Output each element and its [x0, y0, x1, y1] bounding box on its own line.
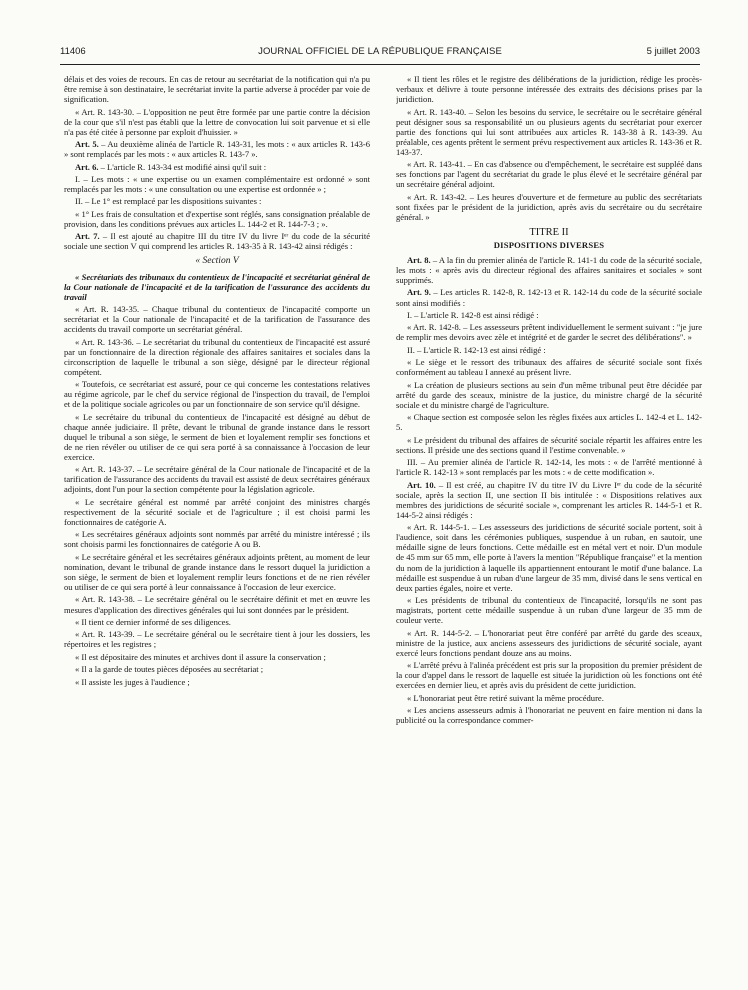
article-label: Art. 10. — [407, 479, 436, 490]
paragraph: « Le siège et le ressort des tribunaux des affaires de sécurité sociale sont fixés conformément au tableau I annexé au présent livre. — [396, 357, 702, 378]
article-paragraph: Art. 10. – Il est créé, au chapitre IV du titre IV du Livre Iᵉʳ du code de la sécurité sociale, après la section II, une section II bis intitulée : « Dispositions relatives aux membres des juridictions de sécurité sociale », comprenant les articles R. 144-5-1 et R. 144-5-2 ainsi rédigés : — [396, 479, 702, 520]
paragraph: II. – Le 1° est remplacé par les dispositions suivantes : — [75, 196, 262, 207]
paragraph: « Le président du tribunal des affaires de sécurité sociale répartit les affaires entre les sections. Il préside une des sections quand il l'estime convenable. » — [396, 434, 702, 455]
paragraph: « Il tient les rôles et le registre des délibérations de la juridiction, rédige les procès-verbaux et délivre à toute personne intéressée des extraits des décisions prises par la juridiction. — [396, 74, 702, 105]
title-heading: TITRE II — [529, 226, 569, 238]
paragraph: « Art. R. 143-42. – Les heures d'ouverture et de fermeture au public des secrétariats sont fixées par le président de la juridiction, après avis du secrétaire ou du secrétaire général. » — [396, 191, 702, 222]
left-column — [64, 74, 370, 979]
paragraph: I. – Les mots : « une expertise ou un examen complémentaire est ordonné » sont remplacés par les mots : « une consultation ou une expertise est ordonnée » ; — [64, 173, 370, 195]
paragraph: « Art. R. 143-35. – Chaque tribunal du contentieux de l'incapacité comporte un secrétariat et la Cour nationale de l'incapacité et de la tarification de l'assurance des accidents du travail comporte un secrétariat général. — [64, 304, 370, 335]
paragraph: « Art. R. 143-38. – Le secrétaire général ou le secrétaire définit et met en œuvre les mesures d'application des directives générales qui lui sont données par le président. — [64, 594, 370, 615]
paragraph: « Le secrétaire général et les secrétaires généraux adjoints prêtent, au moment de leur nomination, devant le tribunal de grande instance dans le ressort duquel la juridiction a son siège, le serment de bien et loyalement remplir leurs fonctions et de ne rien révéler ou utiliser de ce qui sera porté à leur connaissance à l'occasion de leur exercice. — [64, 551, 370, 593]
paragraph: « La création de plusieurs sections au sein d'un même tribunal peut être décidée par arrêté du garde des sceaux, ministre de la justice, du ministre chargé de la sécurité sociale et du ministre chargé de l'agriculture. — [396, 379, 702, 410]
publication-date: 5 juillet 2003 — [646, 46, 700, 57]
section-subtitle: « Secrétariats des tribunaux du contentieux de l'incapacité et secrétariat général de la Cour nationale de l'incapacité et de la tarification de l'assurance des accidents du travail — [64, 271, 370, 302]
paragraph: « Art. R. 143-39. – Le secrétaire général ou le secrétaire tient à jour les dossiers, les répertoires et les registres ; — [64, 629, 370, 650]
paragraph: « 1° Les frais de consultation et d'expertise sont réglés, sans consignation préalable de provision, dans les conditions prévues aux articles L. 144-2 et R. 144-7-3 ; ». — [64, 208, 370, 229]
paragraph: « Le secrétaire du tribunal du contentieux de l'incapacité est désigné au début de chaque année judiciaire. Il prête, devant le tribunal de grande instance dans le ressort duquel le tribunal a son siège, le serment de bien et loyalement remplir ses fonctions et de ne rien révéler ou utiliser de ce qui sera porté à sa connaissance à l'occasion de leur exercice. — [64, 411, 370, 462]
article-paragraph: Art. 7. – Il est ajouté au chapitre III du titre IV du livre Iᵉʳ du code de la sécurité sociale une section V qui comprend les articles R. 143-35 à R. 143-42 ainsi rédigés : — [64, 231, 370, 252]
paragraph: « Art. R. 143-37. – Le secrétaire général de la Cour nationale de l'incapacité et de la tarification de l'assurance des accidents du travail est assisté de deux secrétaires généraux adjoints, dont l'un pour la section compétente pour la législation agricole. — [64, 464, 370, 495]
paragraph: « Art. R. 143-30. – L'opposition ne peut être formée par une partie contre la décision de la cour que s'il n'est pas établi que la lettre de convocation lui soit parvenue et si elle n'a pas été citée à personne par exploit d'huissier. » — [64, 106, 370, 137]
title-subheading: DISPOSITIONS DIVERSES — [493, 239, 605, 250]
paragraph: « Art. R. 144-5-1. – Les assesseurs des juridictions de sécurité sociale portent, soit à l'audience, soit dans les cérémonies publiques, suspendue à un ruban, en sautoir, une médaille signe de leurs fonctions. Cette médaille est en métal vert et noir. D'un module de 45 mm sur 65 mm, elle porte à l'avers la mention "République française" et la mention du nom de la juridiction à laquelle ils appartiennent entourant le motif d'une balance. La médaille est suspendue à un ruban d'une largeur de 35 mm, divisé dans le sens vertical en deux parties égales, noire et verte. — [396, 522, 702, 593]
paragraph: « Il assiste les juges à l'audience ; — [75, 676, 190, 687]
article-paragraph: Art. 8. – A la fin du premier alinéa de l'article R. 141-1 du code de la sécurité sociale, les mots : « après avis du directeur régional des affaires sanitaires et sociales » sont supprimés. — [396, 254, 702, 286]
journal-title: JOURNAL OFFICIEL DE LA RÉPUBLIQUE FRANÇAISE — [258, 46, 502, 57]
article-label: Art. 6. — [75, 161, 99, 172]
paragraph: « Art. R. 143-40. – Selon les besoins du service, le secrétaire ou le secrétaire général peut désigner sous sa responsabilité un ou plusieurs agents du secrétariat pour exercer partie des fonctions qui lui sont attribuées aux articles R. 143-38 à R. 143-39. Au préalable, ces agents prêtent le serment prévu respectivement aux articles R. 143-36 et R. 143-37. — [396, 106, 702, 157]
paragraph: III. – Au premier alinéa de l'article R. 142-14, les mots : « de l'arrêté mentionné à l'article R. 142-13 » sont remplacés par les mots : « de cette modification ». — [396, 457, 702, 478]
paragraph: « Art. R. 142-8. – Les assesseurs prêtent individuellement le serment suivant : "je jure de remplir mes devoirs avec zèle et intégrité et de garder le secret des délibérations". » — [396, 322, 702, 343]
article-paragraph: Art. 6. – L'article R. 143-34 est modifié ainsi qu'il suit : — [75, 161, 267, 172]
paragraph: « Le secrétaire général est nommé par arrêté conjoint des ministres chargés respectivement de la sécurité sociale et de l'agriculture ; il est choisi parmi les fonctionnaires de catégorie A. — [64, 496, 370, 527]
right-column — [396, 74, 702, 979]
article-label: Art. 9. — [407, 287, 431, 298]
paragraph: « Chaque section est composée selon les règles fixées aux articles L. 142-4 et L. 142-5. — [396, 412, 702, 433]
paragraph: « Art. R. 143-36. – Le secrétariat du tribunal du contentieux de l'incapacité est assuré par un fonctionnaire de la direction régionale des affaires sanitaires et sociales dans la circonscription de laquelle le tribunal a son siège, désigné par le directeur régional compétent. — [64, 336, 370, 377]
paragraph: « Toutefois, ce secrétariat est assuré, pour ce qui concerne les contestations relatives au régime agricole, par le chef du service régional de l'inspection du travail, de l'emploi et de la politique sociale agricoles ou par un fonctionnaire de son service qu'il désigne. — [64, 379, 370, 410]
paragraph: II. – L'article R. 142-13 est ainsi rédigé : — [407, 344, 546, 355]
paragraph: « Il a la garde de toutes pièces déposées au secrétariat ; — [75, 664, 264, 675]
paragraph: I. – L'article R. 142-8 est ainsi rédigé : — [407, 309, 539, 320]
page-number: 11406 — [60, 46, 86, 57]
paragraph: délais et des voies de recours. En cas de retour au secrétariat de la notification qui n'a pu être remise à son destinataire, le secrétariat invite la partie adverse à procéder par voie de signification. — [64, 74, 370, 105]
paragraph: « L'honorariat peut être retiré suivant la même procédure. — [407, 692, 604, 703]
article-label: Art. 7. — [75, 231, 100, 242]
paragraph: « Il est dépositaire des minutes et archives dont il assure la conservation ; — [75, 651, 326, 662]
paragraph: « Il tient ce dernier informé de ses diligences. — [75, 616, 231, 627]
article-paragraph: Art. 5. – Au deuxième alinéa de l'article R. 143-31, les mots : « aux articles R. 143-6 » sont remplacés par les mots : « aux articles R. 143-7 ». — [64, 139, 370, 160]
paragraph: « Les présidents de tribunal du contentieux de l'incapacité, lorsqu'ils ne sont pas magistrats, portent cette médaille suspendue à un ruban d'une largeur de 35 mm de couleur verte. — [396, 595, 702, 626]
section-heading: « Section V — [195, 256, 239, 267]
paragraph: « Les secrétaires généraux adjoints sont nommés par arrêté du ministre intéressé ; ils sont choisis parmi les fonctionnaires de catégorie A ou B. — [64, 529, 370, 550]
article-paragraph: Art. 9. – Les articles R. 142-8, R. 142-13 et R. 142-14 du code de la sécurité sociale sont ainsi modifiés : — [396, 287, 702, 308]
paragraph: « L'arrêté prévu à l'alinéa précédent est pris sur la proposition du premier président de la cour d'appel dans le ressort de laquelle est située la juridiction où les fonctions ont été exercées en dernier lieu, et après avis du président de cette juridiction. — [396, 660, 702, 691]
page-header — [60, 46, 700, 65]
article-label: Art. 8. — [407, 254, 431, 265]
article-label: Art. 5. — [75, 139, 99, 150]
paragraph: « Art. R. 143-41. – En cas d'absence ou d'empêchement, le secrétaire est suppléé dans ses fonctions par l'agent du secrétariat du grade le plus élevé et le secrétaire général par un secrétaire général adjoint. — [396, 159, 702, 190]
paragraph: « Les anciens assesseurs admis à l'honorariat ne peuvent en faire mention ni dans la publicité ou la correspondance commer- — [396, 705, 702, 726]
paragraph: « Art. R. 144-5-2. – L'honorariat peut être conféré par arrêté du garde des sceaux, ministre de la justice, aux anciens assesseurs des juridictions de sécurité sociale, ayant exercé leurs fonctions pendant douze ans au moins. — [396, 627, 702, 658]
